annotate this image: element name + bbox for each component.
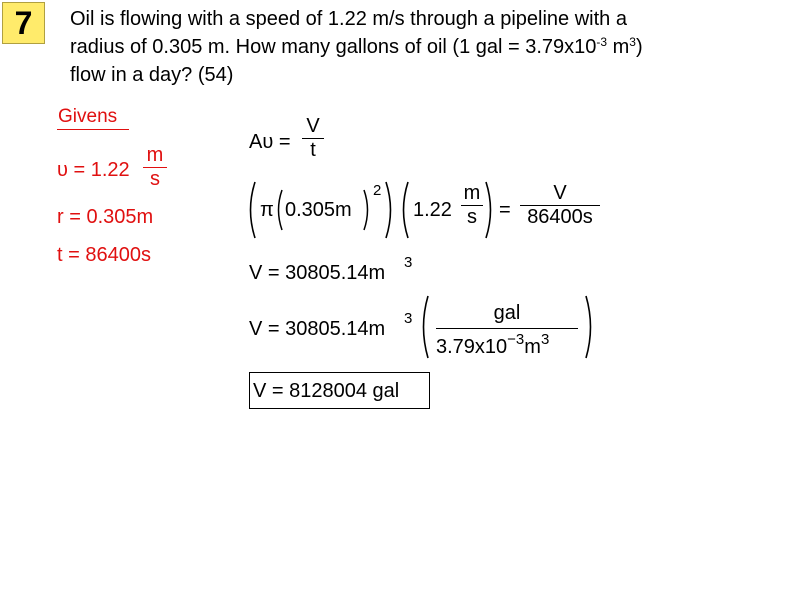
fraction-denominator: s: [467, 206, 477, 228]
problem-statement: [70, 5, 643, 89]
closing-paren: ): [635, 36, 643, 58]
given-velocity-unit-fraction: [143, 144, 167, 191]
denominator-unit: m: [524, 336, 541, 358]
equation-3: V = 30805.14m: [249, 262, 386, 284]
problem-number-badge: 7: [2, 2, 45, 44]
fraction-numerator: m: [146, 144, 164, 166]
denominator-base: 3.79x10: [436, 336, 508, 358]
right-paren: [362, 188, 372, 232]
final-answer: V = 8128004 gal: [253, 380, 400, 402]
cubed-exponent: 3: [404, 310, 413, 327]
fraction-bar: [436, 328, 578, 329]
fraction-denominator: [436, 332, 578, 359]
equation-4: V = 30805.14m: [249, 318, 386, 340]
left-paren: [398, 180, 410, 240]
right-paren: [484, 180, 496, 240]
volume-over-time-fraction: [520, 182, 600, 229]
denominator-exponent: −3: [507, 331, 525, 348]
equation-1-lhs: Aυ =: [249, 131, 291, 153]
problem-line-3: flow in a day? (54): [70, 64, 234, 86]
problem-line-2: [70, 33, 643, 61]
problem-line-1: Oil is flowing with a speed of 1.22 m/s through a pipeline with a: [70, 8, 627, 30]
equation-1-fraction: [302, 115, 324, 162]
given-time: t = 86400s: [57, 244, 151, 266]
equals-sign: =: [499, 199, 511, 221]
problem-line-2-text: radius of 0.305 m. How many gallons of oil (1 gal = 3.79x10: [70, 36, 597, 58]
radius-value: 0.305m: [285, 199, 352, 221]
squared-exponent: 2: [373, 182, 382, 199]
left-paren: [245, 180, 257, 240]
cubed-exponent: 3: [540, 331, 550, 348]
givens-title: Givens: [58, 106, 118, 127]
fraction-denominator: 86400s: [527, 206, 593, 228]
fraction-denominator: t: [310, 139, 316, 161]
right-paren: [384, 180, 396, 240]
left-paren: [418, 294, 430, 360]
pi-symbol: π: [260, 199, 274, 221]
conversion-fraction: [436, 302, 578, 359]
left-paren: [274, 188, 284, 232]
speed-value: 1.22: [413, 199, 452, 221]
given-radius: r = 0.305m: [57, 206, 154, 228]
speed-unit-fraction: [461, 182, 483, 229]
fraction-numerator: gal: [493, 302, 521, 324]
given-velocity: υ = 1.22: [57, 159, 130, 181]
exponent: -3: [596, 35, 608, 49]
unit-text: m: [607, 36, 630, 58]
cubed-exponent: 3: [404, 254, 413, 271]
right-paren: [584, 294, 596, 360]
exponent: 3: [629, 35, 636, 49]
fraction-numerator: V: [306, 115, 320, 137]
fraction-denominator: s: [150, 168, 160, 190]
fraction-numerator: V: [553, 182, 567, 204]
fraction-numerator: m: [463, 182, 481, 204]
givens-underline: [57, 129, 129, 130]
